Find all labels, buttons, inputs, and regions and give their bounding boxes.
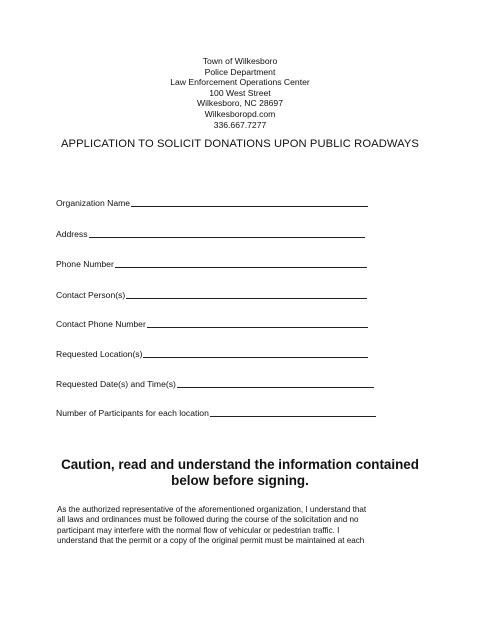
street-address: 100 West Street [209, 87, 271, 98]
phone-number-field[interactable] [56, 257, 367, 269]
department-name: Police Department [204, 66, 276, 77]
field-label: Number of Participants for each location [56, 408, 209, 418]
caution-line: below before signing. [171, 472, 309, 488]
agreement-line: As the authorized representative of the aforementioned organization, I understand that [57, 505, 367, 514]
organization-name-field[interactable] [56, 196, 368, 208]
field-label: Address [56, 229, 88, 239]
field-label: Requested Location(s) [56, 349, 143, 359]
field-label: Requested Date(s) and Time(s) [56, 379, 176, 389]
agreement-line: all laws and ordinances must be followed during the course of the solicitation and no [57, 515, 359, 525]
fill-line[interactable] [147, 318, 368, 328]
form-title: APPLICATION TO SOLICIT DONATIONS UPON PUBLIC ROADWAYS [61, 138, 419, 150]
fill-line[interactable] [115, 258, 367, 268]
field-label: Organization Name [56, 198, 131, 208]
fill-line[interactable] [210, 407, 376, 417]
field-label: Contact Person(s) [56, 290, 126, 300]
agreement-line: understand that the permit or a copy of the original permit must be maintained at each [57, 535, 365, 545]
requested-locations-field[interactable] [56, 347, 368, 359]
fill-line[interactable] [177, 378, 374, 388]
fill-line[interactable] [131, 197, 368, 207]
field-label: Contact Phone Number [56, 319, 146, 329]
field-label: Phone Number [56, 259, 114, 269]
participants-field[interactable] [56, 406, 376, 418]
phone: 336.667.7277 [213, 119, 267, 130]
center-name: Law Enforcement Operations Center [170, 77, 310, 88]
contact-phone-field[interactable] [56, 317, 368, 329]
address-field[interactable] [56, 227, 365, 239]
agreement-text [57, 505, 428, 546]
requested-dates-field[interactable] [56, 377, 374, 389]
caution-heading [0, 457, 480, 488]
city-state-zip: Wilkesboro, NC 28697 [197, 98, 283, 109]
town-name: Town of Wilkesboro [202, 56, 278, 66]
caution-line: Caution, read and understand the information contained [61, 457, 419, 472]
website: Wilkesboropd.com [204, 108, 276, 119]
fill-line[interactable] [126, 289, 367, 299]
letterhead [0, 56, 480, 130]
fill-line[interactable] [89, 228, 365, 238]
agreement-line: participant may interfere with the normal flow of vehicular or pedestrian traffic. I [57, 525, 340, 535]
fill-line[interactable] [143, 348, 368, 358]
contact-person-field[interactable] [56, 288, 367, 300]
